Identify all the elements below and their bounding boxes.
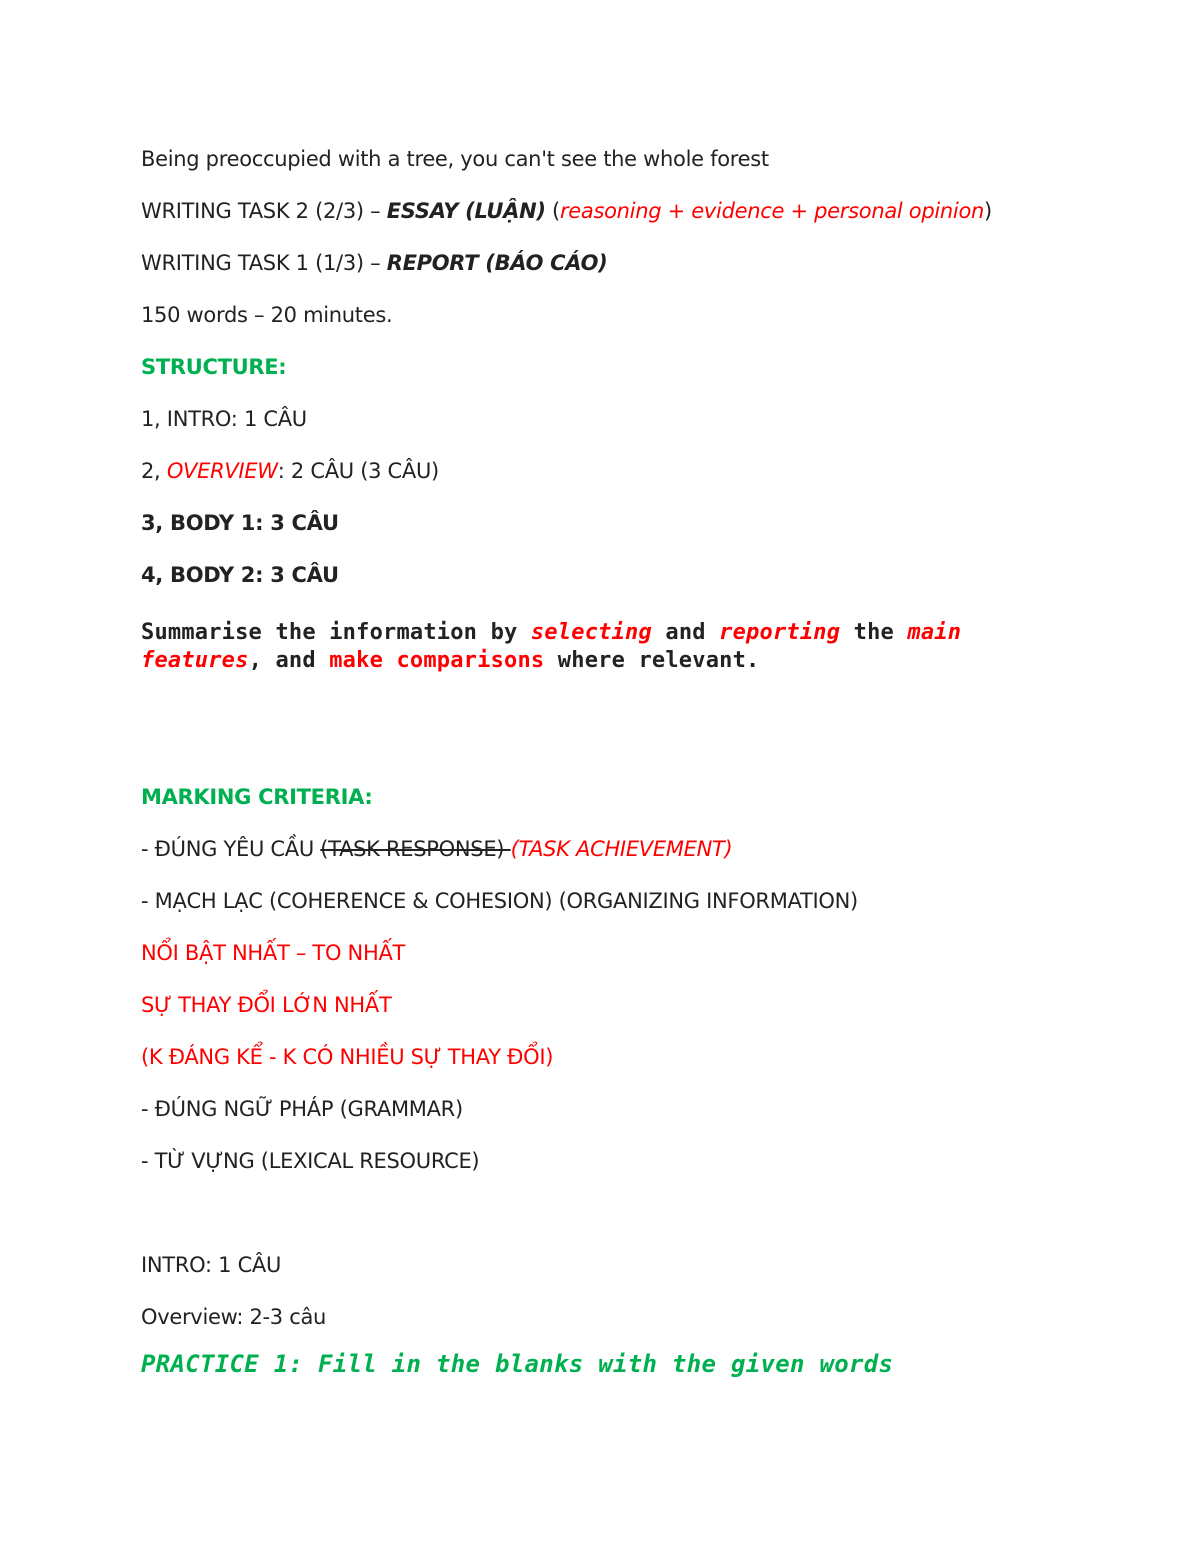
words-time-line: 150 words – 20 minutes. [141, 303, 393, 327]
task1-label: REPORT (BÁO CÁO) [386, 251, 608, 275]
overview-rest: : 2 CÂU (3 CÂU) [277, 459, 439, 483]
criteria-heading: MARKING CRITERIA: [141, 785, 373, 809]
structure-overview [141, 458, 439, 484]
overview-label: OVERVIEW [166, 459, 278, 483]
criteria-coherence: - MẠCH LẠC (COHERENCE & COHESION) (ORGANIZING INFORMATION) [141, 889, 858, 913]
structure-body2: 4, BODY 2: 3 CÂU [141, 563, 339, 587]
task2-line [141, 198, 992, 224]
summary-instruction [141, 619, 1041, 675]
summary-text-5: where relevant. [544, 648, 760, 673]
summary-word-reporting: reporting [719, 620, 841, 645]
criteria-grammar: - ĐÚNG NGỮ PHÁP (GRAMMAR) [141, 1097, 463, 1121]
summary-word-selecting: selecting [530, 620, 652, 645]
task1-prefix: WRITING TASK 1 (1/3) – [141, 251, 387, 275]
task2-label: ESSAY (LUẬN) [386, 199, 546, 223]
structure-body1: 3, BODY 1: 3 CÂU [141, 511, 339, 535]
task2-detail: reasoning + evidence + personal opinion [559, 199, 985, 223]
task2-close-paren: ) [984, 199, 992, 223]
criteria-note-1: NỔI BẬT NHẤT – TO NHẤT [141, 941, 406, 965]
overview-number: 2, [141, 459, 167, 483]
criteria-note-3: (K ĐÁNG KỂ - K CÓ NHIỀU SỰ THAY ĐỔI) [141, 1045, 554, 1069]
practice-heading: PRACTICE 1: Fill in the blanks with the given words [141, 1350, 894, 1378]
summary-text-4: , and [248, 648, 330, 673]
quote-line: Being preoccupied with a tree, you can't see the whole forest [141, 147, 769, 171]
overview-line: Overview: 2-3 câu [141, 1305, 327, 1329]
criteria-note-2: SỰ THAY ĐỔI LỚN NHẤT [141, 993, 392, 1017]
structure-intro: 1, INTRO: 1 CÂU [141, 407, 307, 431]
summary-text-2: and [651, 620, 720, 645]
criteria-c1-prefix: - ĐÚNG YÊU CẦU [141, 837, 321, 861]
structure-heading: STRUCTURE: [141, 355, 287, 379]
task2-open-paren: ( [545, 199, 560, 223]
criteria-lexical: - TỪ VỰNG (LEXICAL RESOURCE) [141, 1149, 480, 1173]
criteria-c1-red: (TASK ACHIEVEMENT) [510, 837, 733, 861]
summary-word-main-features: main features [141, 620, 962, 673]
summary-text-3: the [840, 620, 908, 645]
task2-prefix: WRITING TASK 2 (2/3) – [141, 199, 387, 223]
criteria-task-achievement [141, 836, 732, 862]
criteria-c1-struck: (TASK RESPONSE) [320, 837, 511, 861]
intro-line: INTRO: 1 CÂU [141, 1253, 282, 1277]
summary-word-make-comparisons: make comparisons [329, 648, 545, 673]
task1-line [141, 250, 607, 276]
summary-text-1: Summarise the information by [141, 620, 531, 645]
